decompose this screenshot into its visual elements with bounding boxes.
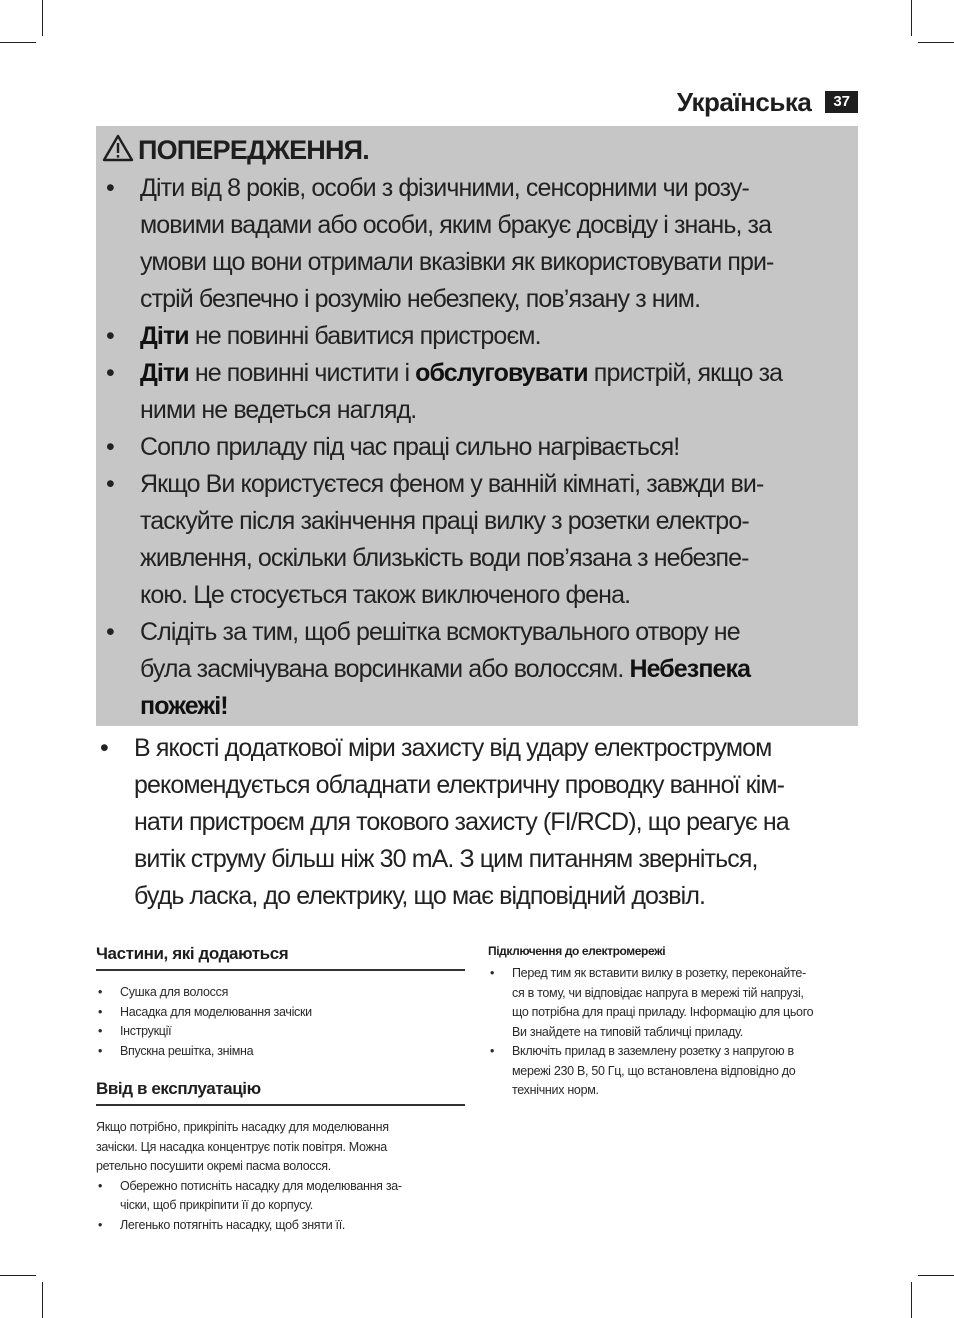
text-line: будь ласка, до електрику, що має відповідний дозвіл.	[134, 882, 706, 910]
text-line: ся в тому, чи відповідає напруга в мережі тій напрузі,	[512, 985, 804, 1000]
text-line: була засмічувана ворсинками або волоссям.	[140, 655, 630, 683]
text-line: нати пристроєм для токового захисту (FI/RCD), що реагує на	[134, 808, 789, 836]
list-item	[96, 1177, 465, 1216]
list-item	[102, 355, 848, 429]
text-line: кою. Це стосується також виключеного фена.	[140, 581, 631, 609]
crop-mark	[911, 1282, 912, 1318]
list-item	[102, 429, 848, 466]
text-line: Якщо Ви користуєтеся феном у ванній кімнаті, завжди ви-	[140, 470, 764, 498]
text-line: стрій безпечно і розумію небезпеку, пов’язану з ним.	[140, 285, 701, 313]
bold-text: обслуговувати	[415, 359, 588, 387]
text-line: Сопло приладу під час праці сильно нагрівається!	[140, 433, 680, 461]
list-item	[96, 1216, 465, 1236]
text-line: Ви знайдете на типовій табличці приладу.	[512, 1024, 743, 1039]
list-item: • Інструкції	[96, 1022, 465, 1042]
startup-paragraph	[96, 1118, 465, 1177]
text-line: Перед тим як вставити вилку в розетку, переконайте-	[512, 966, 806, 980]
language-label: Українська	[676, 86, 812, 117]
warning-triangle-icon	[102, 134, 134, 167]
list-item	[488, 1042, 858, 1101]
text-line: ретельно посушити окремі пасма волосся.	[96, 1159, 331, 1173]
text-line: рекомендується обладнати електричну проводку ванної кім-	[134, 771, 785, 799]
left-column	[96, 944, 465, 1235]
list-item	[102, 614, 848, 725]
crop-mark	[918, 42, 954, 43]
text-line: таскуйте після закінчення праці вилку з розетки електро-	[140, 507, 749, 535]
bold-text: Діти	[140, 359, 189, 387]
warning-heading	[102, 130, 848, 170]
list-item: • Насадка для моделювання зачіски	[96, 1003, 465, 1023]
extra-safety-list	[96, 730, 866, 915]
text-line: що потрібна для праці приладу. Інформацію для цього	[512, 1005, 814, 1019]
text-line: Якщо потрібно, прикріпіть насадку для моделювання	[96, 1120, 389, 1134]
list-item	[488, 964, 858, 1042]
crop-mark	[0, 42, 36, 43]
text-line: Легенько потягніть насадку, щоб зняти її.	[120, 1217, 346, 1232]
text-line: Обережно потисніть насадку для моделювання за-	[120, 1178, 402, 1193]
warning-list	[102, 170, 848, 725]
crop-mark	[918, 1275, 954, 1276]
text-line: ними не ведеться нагляд.	[140, 396, 417, 424]
bold-text: Діти	[140, 322, 189, 350]
list-item: • Впускна решітка, знімна	[96, 1042, 465, 1062]
page-number: 37	[825, 91, 858, 113]
text-line: мережі 230 В, 50 Гц, що встановлена відповідно до	[512, 1063, 796, 1078]
list-item	[102, 466, 848, 614]
text-line: технічних норм.	[512, 1083, 599, 1097]
bold-text: Небезпека	[629, 655, 751, 683]
right-column	[488, 944, 858, 1101]
crop-mark	[42, 1282, 43, 1318]
list-item: • Сушка для волосся	[96, 983, 465, 1003]
section-title-startup: Ввід в експлуатацію	[96, 1079, 465, 1106]
list-item	[96, 730, 866, 915]
mains-list	[488, 964, 858, 1101]
text-line: Слідіть за тим, щоб решітка всмоктувального отвору не	[140, 618, 740, 646]
bold-text: !	[220, 692, 228, 720]
crop-mark	[42, 0, 43, 36]
text-line: витік струму більш ніж 30 mA. З цим питанням зверніться,	[134, 845, 758, 873]
text-line: чіски, щоб прикріпити її до корпусу.	[120, 1198, 313, 1212]
text-line: пристрій, якщо за	[587, 359, 783, 387]
warning-box	[96, 126, 858, 726]
startup-list	[96, 1177, 465, 1236]
bold-text: пожежі	[140, 692, 221, 720]
text-line: не повинні чистити і	[188, 359, 416, 387]
list-item	[102, 170, 848, 318]
text-line: живлення, оскільки близькість води пов’язана з небезпе-	[140, 544, 749, 572]
text-line: Включіть прилад в заземлену розетку з напругою в	[512, 1044, 794, 1058]
page-header	[677, 86, 858, 118]
text-line: умови що вони отримали вказівки як використовувати при-	[140, 248, 774, 276]
parts-list	[96, 983, 465, 1061]
crop-mark	[911, 0, 912, 36]
warning-title: ПОПЕРЕДЖЕННЯ.	[138, 134, 369, 165]
list-item	[102, 318, 848, 355]
crop-mark	[0, 1275, 36, 1276]
section-title-parts: Частини, які додаються	[96, 944, 465, 971]
text-line: зачіски. Ця насадка концентрує потік повітря. Можна	[96, 1139, 387, 1154]
text-line: мовими вадами або особи, яким бракує досвіду і знань, за	[140, 211, 772, 239]
text-line: не повинні бавитися пристроєм.	[188, 322, 541, 350]
section-title-mains: Підключення до електромережі	[488, 944, 666, 958]
text-line: В якості додаткової міри захисту від удару електрострумом	[134, 734, 772, 762]
text-line: Діти від 8 років, особи з фізичними, сенсорними чи розу-	[140, 174, 749, 202]
